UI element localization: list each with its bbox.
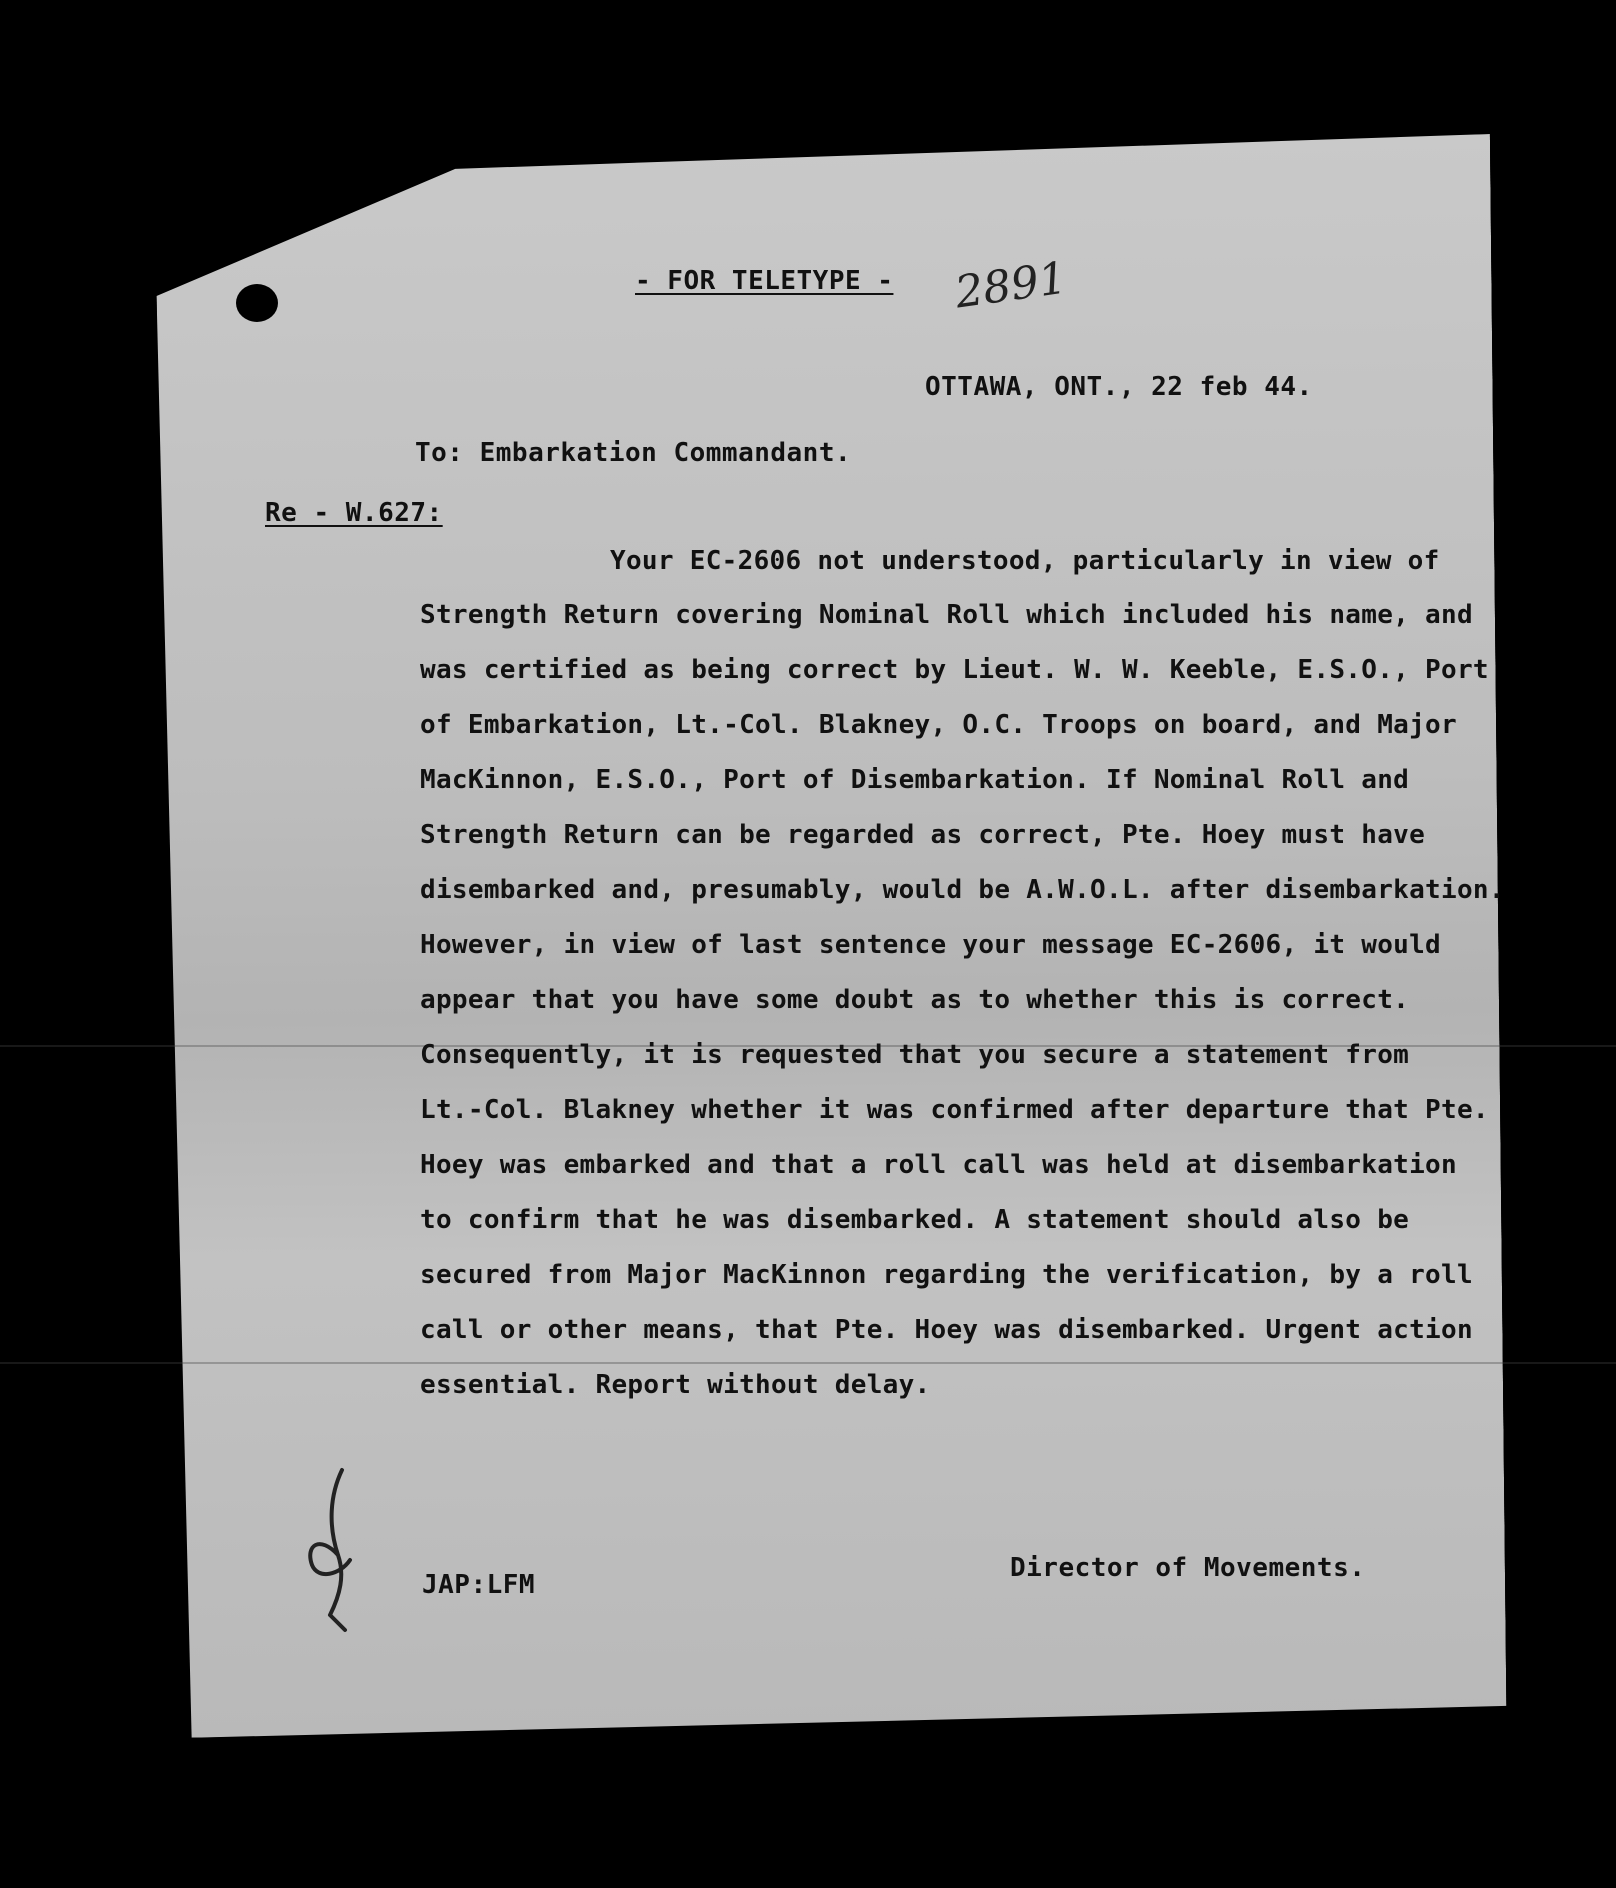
body-line: to confirm that he was disembarked. A statement should also be xyxy=(420,1205,1410,1235)
punch-hole xyxy=(236,284,278,322)
body-line: Consequently, it is requested that you secure a statement from xyxy=(420,1040,1410,1070)
recipient: To: Embarkation Commandant. xyxy=(415,438,852,468)
document-heading: - FOR TELETYPE - xyxy=(635,266,894,296)
body-line: appear that you have some doubt as to whether this is correct. xyxy=(420,985,1410,1015)
handwritten-number: 2891 xyxy=(951,252,1070,319)
body-line: Hoey was embarked and that a roll call was held at disembarkation xyxy=(420,1150,1457,1180)
body-line: However, in view of last sentence your message EC-2606, it would xyxy=(420,930,1442,960)
body-line: Strength Return can be regarded as correct, Pte. Hoey must have xyxy=(420,820,1426,850)
body-line: MacKinnon, E.S.O., Port of Disembarkation. If Nominal Roll and xyxy=(420,765,1410,795)
body-line: secured from Major MacKinnon regarding the verification, by a roll xyxy=(420,1260,1473,1290)
body-line: Lt.-Col. Blakney whether it was confirmed after departure that Pte. xyxy=(420,1095,1489,1125)
body-line: disembarked and, presumably, would be A.W.O.L. after disembarkation. xyxy=(420,875,1505,905)
body-line: of Embarkation, Lt.-Col. Blakney, O.C. Troops on board, and Major xyxy=(420,710,1457,740)
body-line: Your EC-2606 not understood, particularly in view of xyxy=(610,546,1440,576)
signatory: Director of Movements. xyxy=(1010,1553,1366,1583)
fold-line xyxy=(0,1362,1616,1364)
body-line: Strength Return covering Nominal Roll which included his name, and xyxy=(420,600,1473,630)
body-line: essential. Report without delay. xyxy=(420,1370,931,1400)
reference: Re - W.627: xyxy=(265,498,443,528)
signature-mark xyxy=(300,1465,370,1635)
place-date: OTTAWA, ONT., 22 feb 44. xyxy=(925,372,1313,402)
body-line: was certified as being correct by Lieut. W. W. Keeble, E.S.O., Port xyxy=(420,655,1489,685)
initials: JAP:LFM xyxy=(422,1570,536,1600)
body-line: call or other means, that Pte. Hoey was disembarked. Urgent action xyxy=(420,1315,1473,1345)
